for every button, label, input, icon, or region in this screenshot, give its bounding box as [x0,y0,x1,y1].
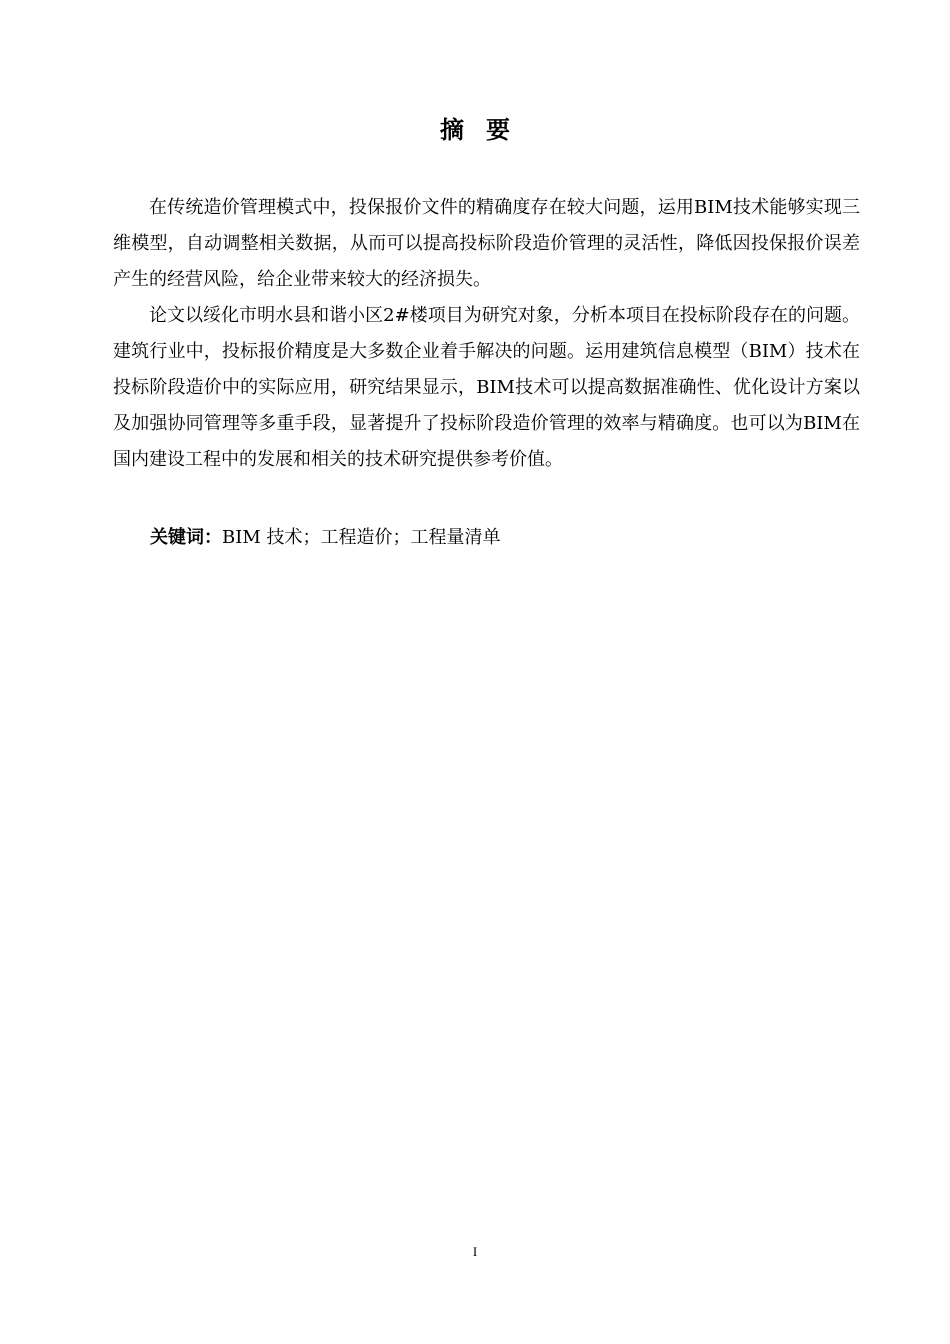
abstract-paragraph-2: 论文以绥化市明水县和谐小区2#楼项目为研究对象，分析本项目在投标阶段存在的问题。建筑行业中，投标报价精度是大多数企业着手解决的问题。运用建筑信息模型（BIM）技术在投标阶段造价中的实际应用，研究结果显示，BIM技术可以提高数据准确性、优化设计方案以及加强协同管理等多重手段，显著提升了投标阶段造价管理的效率与精确度。也可以为BIM在国内建设工程中的发展和相关的技术研究提供参考价值。 [113,305,860,470]
keywords-line [150,520,850,556]
keywords-label: 关键词： [150,527,222,548]
abstract-title: 摘要 [440,115,532,144]
abstract-paragraph-1: 在传统造价管理模式中，投保报价文件的精确度存在较大问题，运用BIM技术能够实现三维模型，自动调整相关数据，从而可以提高投标阶段造价管理的灵活性，降低因投保报价误差产生的经营风险，给企业带来较大的经济损失。 [113,197,860,290]
abstract-body [113,190,860,478]
page-number: I [472,1244,478,1259]
keywords-value: BIM 技术；工程造价；工程量清单 [222,527,501,548]
